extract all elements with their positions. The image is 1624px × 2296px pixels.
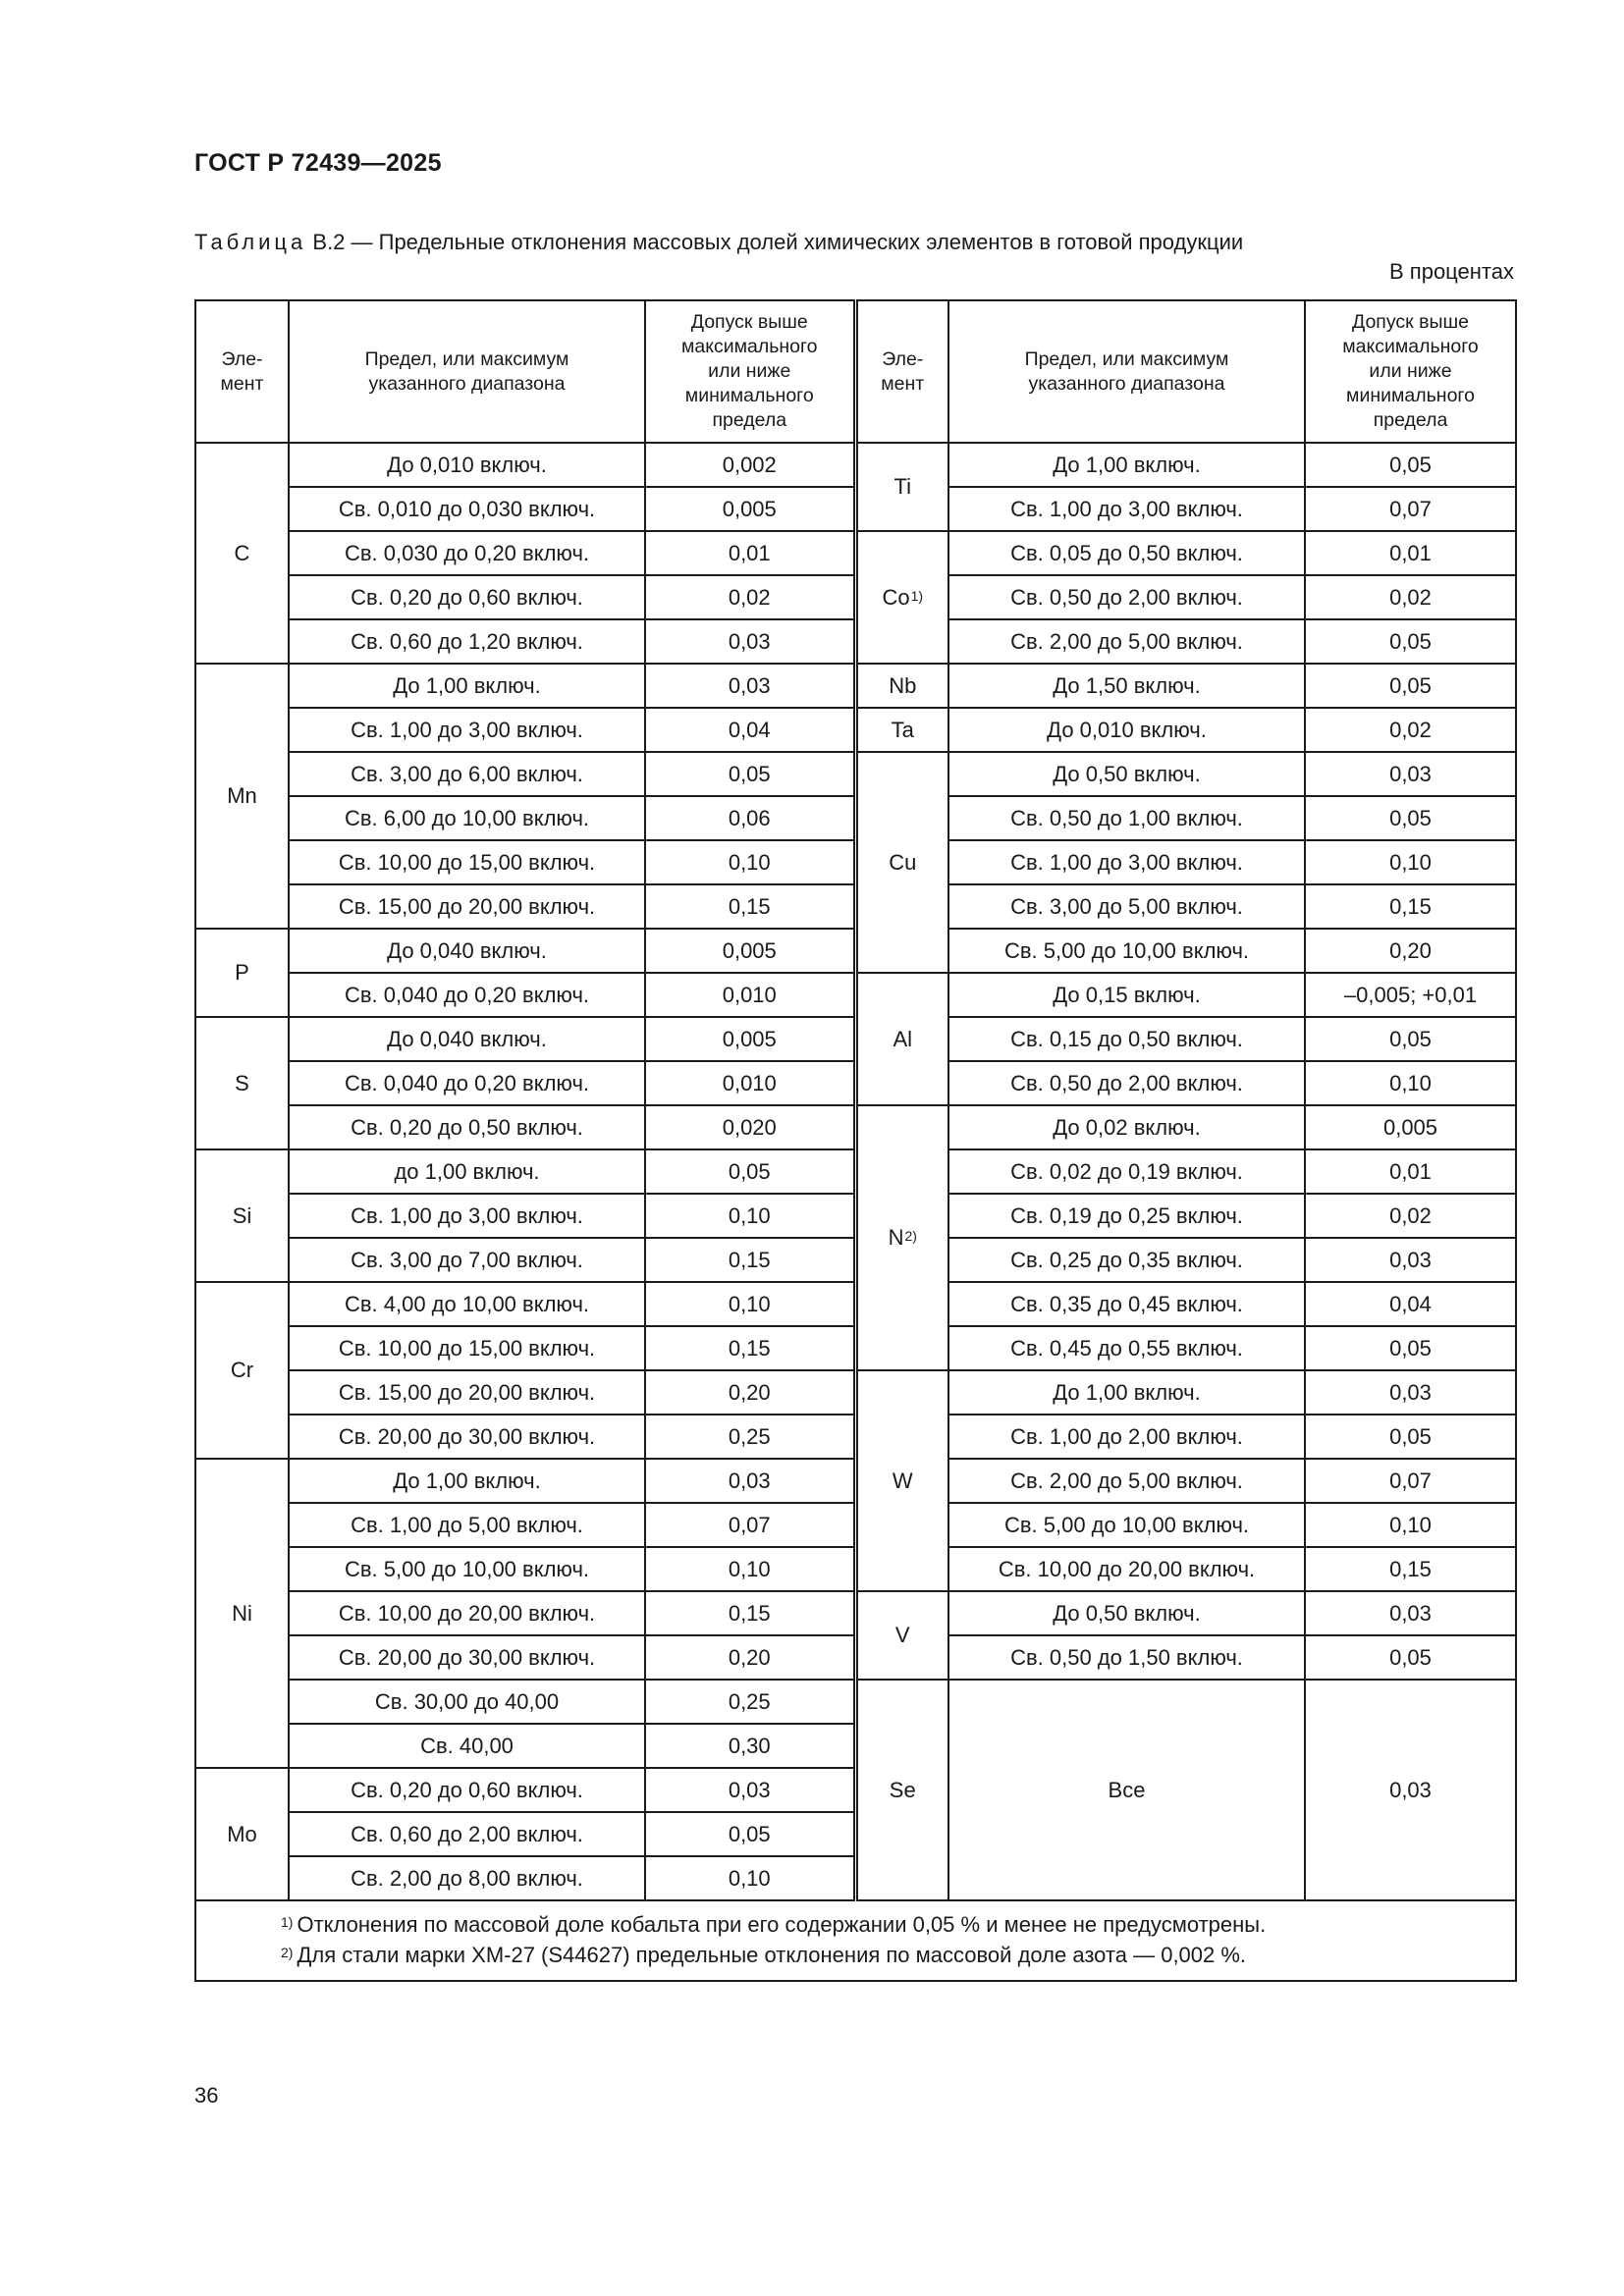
limit-cell: Св. 0,60 до 1,20 включ. [289,619,645,664]
element-symbol: Co [882,584,910,610]
limit-cell: Св. 0,20 до 0,60 включ. [289,1768,645,1812]
limit-cell: Св. 15,00 до 20,00 включ. [289,884,645,929]
limit-cell: До 0,010 включ. [948,708,1305,752]
limit-cell: Св. 0,05 до 0,50 включ. [948,531,1305,575]
element-cell-left [195,664,289,929]
limit-cell: Св. 5,00 до 10,00 включ. [289,1547,645,1591]
element-symbol: Mo [227,1821,257,1846]
tolerance-cell: 0,005 [1305,1105,1516,1149]
limit-cell: Св. 1,00 до 3,00 включ. [289,1194,645,1238]
element-cell-right [855,1680,948,1900]
table-caption-text: В.2 — Предельные отклонения массовых долей химических элементов в готовой продукции [312,230,1244,254]
tolerance-cell: 0,05 [1305,1017,1516,1061]
element-symbol: Ti [893,474,911,499]
limit-cell: Св. 0,20 до 0,50 включ. [289,1105,645,1149]
tolerance-cell: 0,05 [1305,1415,1516,1459]
element-symbol: S [235,1070,249,1095]
element-cell-left [195,1149,289,1282]
table-row [195,531,1516,575]
tolerance-cell: 0,002 [645,443,855,487]
footnotes-cell [195,1900,1516,1981]
limit-cell: Св. 10,00 до 15,00 включ. [289,1326,645,1370]
limit-cell: Св. 1,00 до 3,00 включ. [289,708,645,752]
limit-cell: Св. 20,00 до 30,00 включ. [289,1415,645,1459]
limit-cell: до 1,00 включ. [289,1149,645,1194]
limit-cell: Св. 0,02 до 0,19 включ. [948,1149,1305,1194]
tolerance-cell: 0,05 [1305,619,1516,664]
limit-cell: Св. 0,50 до 1,00 включ. [948,796,1305,840]
limit-cell: До 1,00 включ. [948,1370,1305,1415]
tolerance-cell: 0,20 [1305,929,1516,973]
table-row [195,973,1516,1017]
tolerance-cell: 0,02 [645,575,855,619]
footnote-1-text: Отклонения по массовой доле кобальта при его содержании 0,05 % и менее не предусмотрены. [297,1912,1267,1937]
element-symbol: P [235,960,249,985]
limit-cell: Св. 5,00 до 10,00 включ. [948,929,1305,973]
tolerance-cell: 0,15 [645,1326,855,1370]
limit-cell: Св. 10,00 до 15,00 включ. [289,840,645,884]
tolerance-cell: 0,04 [645,708,855,752]
table-row [195,1370,1516,1415]
footnote-1 [281,1909,1515,1940]
limit-cell: Св. 10,00 до 20,00 включ. [948,1547,1305,1591]
element-footnote-mark: 2) [904,1228,917,1244]
element-symbol: Si [232,1202,252,1228]
tolerance-cell: 0,10 [645,840,855,884]
tolerance-cell: 0,10 [645,1547,855,1591]
tolerance-cell: 0,005 [645,929,855,973]
table-row [195,1591,1516,1635]
element-symbol: Cu [889,849,917,875]
element-cell-left [195,1459,289,1768]
element-cell-left [195,443,289,664]
tolerance-cell: 0,05 [1305,443,1516,487]
limit-cell: Св. 0,040 до 0,20 включ. [289,973,645,1017]
limit-cell: До 1,00 включ. [289,1459,645,1503]
limit-cell: До 0,040 включ. [289,929,645,973]
tolerance-cell: 0,03 [1305,752,1516,796]
tolerance-cell: 0,03 [645,619,855,664]
tolerance-cell: 0,02 [1305,575,1516,619]
limit-cell: Св. 0,50 до 2,00 включ. [948,575,1305,619]
limit-cell: Св. 0,25 до 0,35 включ. [948,1238,1305,1282]
element-symbol: Cr [230,1358,254,1382]
limit-cell: Св. 3,00 до 5,00 включ. [948,884,1305,929]
element-cell-right [855,752,948,973]
tolerance-cell: 0,15 [645,884,855,929]
header-limit-right: Предел, или максимум указанного диапазона [948,300,1305,443]
element-cell-left [195,929,289,1017]
limit-cell: Св. 1,00 до 3,00 включ. [948,487,1305,531]
tolerance-cell: 0,20 [645,1635,855,1680]
limit-cell: До 0,15 включ. [948,973,1305,1017]
limit-cell: Св. 0,030 до 0,20 включ. [289,531,645,575]
table-row [195,1680,1516,1724]
tolerance-cell: 0,10 [645,1856,855,1900]
tolerance-cell: 0,25 [645,1680,855,1724]
element-footnote-mark: 1) [910,587,924,604]
element-symbol: Nb [889,672,917,698]
tolerance-cell: 0,03 [1305,1680,1516,1900]
tolerance-cell: 0,15 [1305,884,1516,929]
tolerance-cell: 0,010 [645,1061,855,1105]
tolerance-cell: 0,30 [645,1724,855,1768]
table-row [195,752,1516,796]
tolerance-cell: 0,03 [645,664,855,708]
limit-cell: Св. 0,50 до 1,50 включ. [948,1635,1305,1680]
units-note: В процентах [1389,259,1514,284]
tolerance-cell: 0,05 [645,1149,855,1194]
limit-cell: Св. 0,010 до 0,030 включ. [289,487,645,531]
limit-cell: Св. 1,00 до 2,00 включ. [948,1415,1305,1459]
limit-cell: Св. 0,20 до 0,60 включ. [289,575,645,619]
limit-cell: Св. 0,35 до 0,45 включ. [948,1282,1305,1326]
limit-cell: Св. 40,00 [289,1724,645,1768]
table-caption-label: Таблица [194,230,307,254]
table-body [195,443,1516,1900]
limit-cell: До 0,010 включ. [289,443,645,487]
document-code: ГОСТ Р 72439—2025 [194,149,442,177]
tolerance-cell: 0,010 [645,973,855,1017]
limit-cell: Св. 2,00 до 5,00 включ. [948,619,1305,664]
tolerance-cell: 0,03 [645,1459,855,1503]
tolerance-cell: 0,020 [645,1105,855,1149]
table-row [195,443,1516,487]
tolerance-cell: 0,15 [645,1238,855,1282]
tolerance-cell: 0,02 [1305,1194,1516,1238]
tolerance-cell: 0,20 [645,1370,855,1415]
table-row [195,708,1516,752]
tolerance-cell: 0,05 [1305,796,1516,840]
limit-cell: До 0,50 включ. [948,752,1305,796]
limit-cell: До 0,02 включ. [948,1105,1305,1149]
element-symbol: V [894,1623,910,1647]
limit-cell: Св. 10,00 до 20,00 включ. [289,1591,645,1635]
element-cell-right [855,1370,948,1591]
tolerance-cell: 0,05 [1305,1635,1516,1680]
limit-cell: Св. 15,00 до 20,00 включ. [289,1370,645,1415]
tolerance-cell: 0,10 [1305,1503,1516,1547]
limit-cell: Св. 0,45 до 0,55 включ. [948,1326,1305,1370]
tolerance-cell: 0,10 [645,1282,855,1326]
limit-cell: До 0,50 включ. [948,1591,1305,1635]
limit-cell: Св. 0,50 до 2,00 включ. [948,1061,1305,1105]
element-cell-right [855,708,948,752]
element-cell-right [855,1105,948,1370]
tolerance-cell: 0,03 [1305,1370,1516,1415]
element-cell-left [195,1768,289,1900]
tolerance-cell: 0,10 [645,1194,855,1238]
element-cell-right [855,1591,948,1680]
element-cell-right [855,973,948,1105]
tolerance-cell: 0,05 [645,1812,855,1856]
header-tolerance-left: Допуск выше максимального или ниже минимального предела [645,300,855,443]
tolerance-cell: 0,07 [1305,487,1516,531]
limit-cell: Все [948,1680,1305,1900]
tolerance-cell: 0,15 [645,1591,855,1635]
tolerance-cell: 0,25 [645,1415,855,1459]
footnote-1-mark: 1) [281,1914,294,1930]
limit-cell: Св. 6,00 до 10,00 включ. [289,796,645,840]
element-symbol: Se [889,1777,916,1802]
header-tolerance-right: Допуск выше максимального или ниже минимального предела [1305,300,1516,443]
footnote-2 [281,1940,1515,1970]
element-cell-right [855,443,948,531]
limit-cell: Св. 2,00 до 8,00 включ. [289,1856,645,1900]
table-row [195,1105,1516,1149]
tolerance-cell: 0,03 [1305,1591,1516,1635]
limit-cell: Св. 0,19 до 0,25 включ. [948,1194,1305,1238]
header-limit-left: Предел, или максимум указанного диапазона [289,300,645,443]
footnote-2-text: Для стали марки ХМ-27 (S44627) предельные отклонения по массовой доле азота — 0,002 %. [297,1943,1247,1967]
element-cell-right [855,531,948,664]
element-cell-left [195,1282,289,1459]
tolerance-cell: 0,10 [1305,1061,1516,1105]
tolerance-cell: 0,01 [645,531,855,575]
footnotes-row [195,1900,1516,1981]
tolerance-cell: 0,03 [1305,1238,1516,1282]
limit-cell: Св. 3,00 до 7,00 включ. [289,1238,645,1282]
element-symbol: C [234,540,250,565]
tolerance-cell: 0,03 [645,1768,855,1812]
tolerance-cell: 0,02 [1305,708,1516,752]
limit-cell: До 1,50 включ. [948,664,1305,708]
tolerance-cell: 0,01 [1305,531,1516,575]
tolerance-cell: 0,07 [1305,1459,1516,1503]
limit-cell: Св. 4,00 до 10,00 включ. [289,1282,645,1326]
tolerance-cell: 0,07 [645,1503,855,1547]
element-cell-left [195,1017,289,1149]
element-symbol: Al [893,1026,913,1051]
tolerance-cell: 0,10 [1305,840,1516,884]
limit-cell: До 1,00 включ. [289,664,645,708]
page-number: 36 [194,2083,219,2108]
element-symbol: W [892,1468,913,1493]
limit-cell: Св. 0,15 до 0,50 включ. [948,1017,1305,1061]
limit-cell: Св. 5,00 до 10,00 включ. [948,1503,1305,1547]
tolerance-cell: 0,06 [645,796,855,840]
table-row [195,664,1516,708]
tolerance-cell: 0,01 [1305,1149,1516,1194]
header-element-left: Эле- мент [195,300,289,443]
limit-cell: До 1,00 включ. [948,443,1305,487]
element-symbol: N [888,1225,904,1250]
limit-cell: Св. 1,00 до 5,00 включ. [289,1503,645,1547]
element-symbol: Ni [232,1600,252,1626]
limit-cell: Св. 0,040 до 0,20 включ. [289,1061,645,1105]
table-header-row [195,300,1516,443]
tolerance-table [194,299,1517,1982]
header-element-right: Эле- мент [855,300,948,443]
tolerance-cell: –0,005; +0,01 [1305,973,1516,1017]
limit-cell: Св. 1,00 до 3,00 включ. [948,840,1305,884]
limit-cell: Св. 20,00 до 30,00 включ. [289,1635,645,1680]
limit-cell: Св. 3,00 до 6,00 включ. [289,752,645,796]
element-symbol: Mn [227,783,257,808]
tolerance-cell: 0,04 [1305,1282,1516,1326]
element-cell-right [855,664,948,708]
element-symbol: Ta [891,717,914,742]
tolerance-cell: 0,15 [1305,1547,1516,1591]
limit-cell: Св. 30,00 до 40,00 [289,1680,645,1724]
tolerance-cell: 0,05 [645,752,855,796]
tolerance-cell: 0,005 [645,1017,855,1061]
footnote-2-mark: 2) [281,1945,294,1960]
limit-cell: Св. 2,00 до 5,00 включ. [948,1459,1305,1503]
table-caption [194,230,1243,255]
tolerance-cell: 0,005 [645,487,855,531]
limit-cell: До 0,040 включ. [289,1017,645,1061]
tolerance-cell: 0,05 [1305,664,1516,708]
limit-cell: Св. 0,60 до 2,00 включ. [289,1812,645,1856]
tolerance-cell: 0,05 [1305,1326,1516,1370]
